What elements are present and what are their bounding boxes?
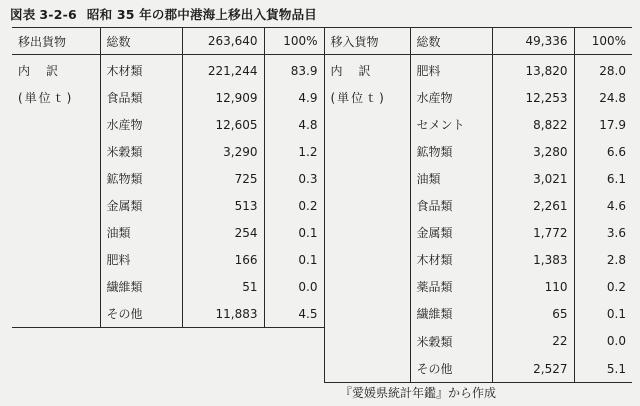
import-total-label: 総数	[410, 28, 492, 55]
table-row	[12, 84, 632, 111]
import-value-cell: 3,280	[492, 138, 574, 165]
import-value-cell: 65	[492, 300, 574, 328]
export-side-label	[12, 192, 100, 219]
import-pct-cell: 2.8	[574, 246, 632, 273]
export-side-label	[12, 328, 100, 356]
import-item-cell: 食品類	[410, 192, 492, 219]
import-total-pct: 100%	[574, 28, 632, 55]
export-side-label: (単位ｔ)	[18, 91, 74, 105]
import-side-label	[324, 273, 410, 300]
export-value-cell: 166	[182, 246, 264, 273]
export-value-cell: 12,909	[182, 84, 264, 111]
cargo-table	[12, 27, 632, 383]
import-pct-cell: 0.1	[574, 300, 632, 328]
export-pct-cell: 4.5	[264, 300, 324, 328]
table-row	[12, 300, 632, 328]
import-side-label	[324, 111, 410, 138]
export-pct-cell	[264, 328, 324, 356]
export-value-cell: 221,244	[182, 55, 264, 85]
figure-label: 図表	[10, 7, 36, 22]
import-item-cell: セメント	[410, 111, 492, 138]
import-side-label	[324, 219, 410, 246]
import-side-label: (単位ｔ)	[324, 84, 410, 111]
import-item-cell: 鉱物類	[410, 138, 492, 165]
import-item-cell: 繊維類	[410, 300, 492, 328]
import-pct-cell: 3.6	[574, 219, 632, 246]
export-value-cell: 12,605	[182, 111, 264, 138]
export-item-cell: 米穀類	[100, 138, 182, 165]
table-row	[12, 192, 632, 219]
table-row	[12, 111, 632, 138]
import-side-label	[324, 165, 410, 192]
import-value-cell: 22	[492, 328, 574, 356]
export-item-cell: 木材類	[100, 55, 182, 85]
import-pct-cell: 4.6	[574, 192, 632, 219]
export-total-value: 263,640	[182, 28, 264, 55]
import-pct-cell: 6.6	[574, 138, 632, 165]
export-pct-cell: 0.1	[264, 219, 324, 246]
import-value-cell: 1,383	[492, 246, 574, 273]
import-pct-cell: 28.0	[574, 55, 632, 85]
import-total-value: 49,336	[492, 28, 574, 55]
export-pct-cell: 83.9	[264, 55, 324, 85]
import-side-label	[324, 328, 410, 356]
import-category-header: 移入貨物	[324, 28, 410, 55]
import-side-label	[324, 138, 410, 165]
export-side-label: 内 訳	[18, 64, 61, 78]
import-item-cell: 金属類	[410, 219, 492, 246]
import-pct-cell: 0.0	[574, 328, 632, 356]
export-item-cell	[100, 355, 182, 383]
export-value-cell: 725	[182, 165, 264, 192]
table-row	[12, 246, 632, 273]
import-pct-cell: 6.1	[574, 165, 632, 192]
export-side-label	[12, 300, 100, 328]
table-row	[12, 273, 632, 300]
figure-number: 3-2-6	[39, 7, 77, 22]
export-side-label	[12, 165, 100, 192]
table-row	[12, 328, 632, 356]
import-side-label	[324, 246, 410, 273]
import-item-cell: その他	[410, 355, 492, 383]
export-total-label: 総数	[100, 28, 182, 55]
import-item-cell: 肥料	[410, 55, 492, 85]
export-value-cell: 11,883	[182, 300, 264, 328]
import-item-cell: 水産物	[410, 84, 492, 111]
export-item-cell: 金属類	[100, 192, 182, 219]
export-total-pct: 100%	[264, 28, 324, 55]
export-category-header: 移出貨物	[12, 28, 100, 55]
import-pct-cell: 24.8	[574, 84, 632, 111]
table-row	[12, 55, 632, 85]
figure-title	[10, 5, 317, 23]
export-side-label	[12, 111, 100, 138]
table-row	[12, 219, 632, 246]
import-pct-cell: 0.2	[574, 273, 632, 300]
export-side-label	[12, 219, 100, 246]
export-value-cell	[182, 328, 264, 356]
import-side-label	[324, 300, 410, 328]
import-value-cell: 110	[492, 273, 574, 300]
export-item-cell: 食品類	[100, 84, 182, 111]
export-pct-cell: 0.0	[264, 273, 324, 300]
export-value-cell: 254	[182, 219, 264, 246]
export-side-label	[12, 355, 100, 383]
table-row	[12, 355, 632, 383]
export-pct-cell: 0.3	[264, 165, 324, 192]
export-value-cell	[182, 355, 264, 383]
export-value-cell: 513	[182, 192, 264, 219]
header-row	[12, 28, 632, 55]
table-row	[12, 165, 632, 192]
table-row	[12, 138, 632, 165]
export-item-cell: 肥料	[100, 246, 182, 273]
export-pct-cell	[264, 355, 324, 383]
export-pct-cell: 4.9	[264, 84, 324, 111]
export-side-label	[12, 138, 100, 165]
figure-caption: 昭和 35 年の郡中港海上移出入貨物品目	[86, 7, 317, 22]
export-pct-cell: 1.2	[264, 138, 324, 165]
import-item-cell: 薬品類	[410, 273, 492, 300]
import-value-cell: 2,527	[492, 355, 574, 383]
import-value-cell: 3,021	[492, 165, 574, 192]
export-value-cell: 3,290	[182, 138, 264, 165]
export-item-cell: 油類	[100, 219, 182, 246]
import-value-cell: 2,261	[492, 192, 574, 219]
export-item-cell: 水産物	[100, 111, 182, 138]
import-side-label	[324, 355, 410, 383]
source-note: 『愛媛県統計年鑑』から作成	[340, 386, 497, 400]
import-value-cell: 8,822	[492, 111, 574, 138]
export-item-cell: 繊維類	[100, 273, 182, 300]
export-pct-cell: 4.8	[264, 111, 324, 138]
export-item-cell: 鉱物類	[100, 165, 182, 192]
export-item-cell: その他	[100, 300, 182, 328]
import-value-cell: 1,772	[492, 219, 574, 246]
import-pct-cell: 5.1	[574, 355, 632, 383]
import-value-cell: 12,253	[492, 84, 574, 111]
import-value-cell: 13,820	[492, 55, 574, 85]
import-pct-cell: 17.9	[574, 111, 632, 138]
export-pct-cell: 0.1	[264, 246, 324, 273]
export-side-label	[12, 273, 100, 300]
import-side-label	[324, 192, 410, 219]
export-side-label	[12, 246, 100, 273]
export-item-cell	[100, 328, 182, 356]
import-side-label: 内 訳	[324, 55, 410, 85]
export-pct-cell: 0.2	[264, 192, 324, 219]
import-item-cell: 米穀類	[410, 328, 492, 356]
export-value-cell: 51	[182, 273, 264, 300]
import-item-cell: 油類	[410, 165, 492, 192]
import-item-cell: 木材類	[410, 246, 492, 273]
